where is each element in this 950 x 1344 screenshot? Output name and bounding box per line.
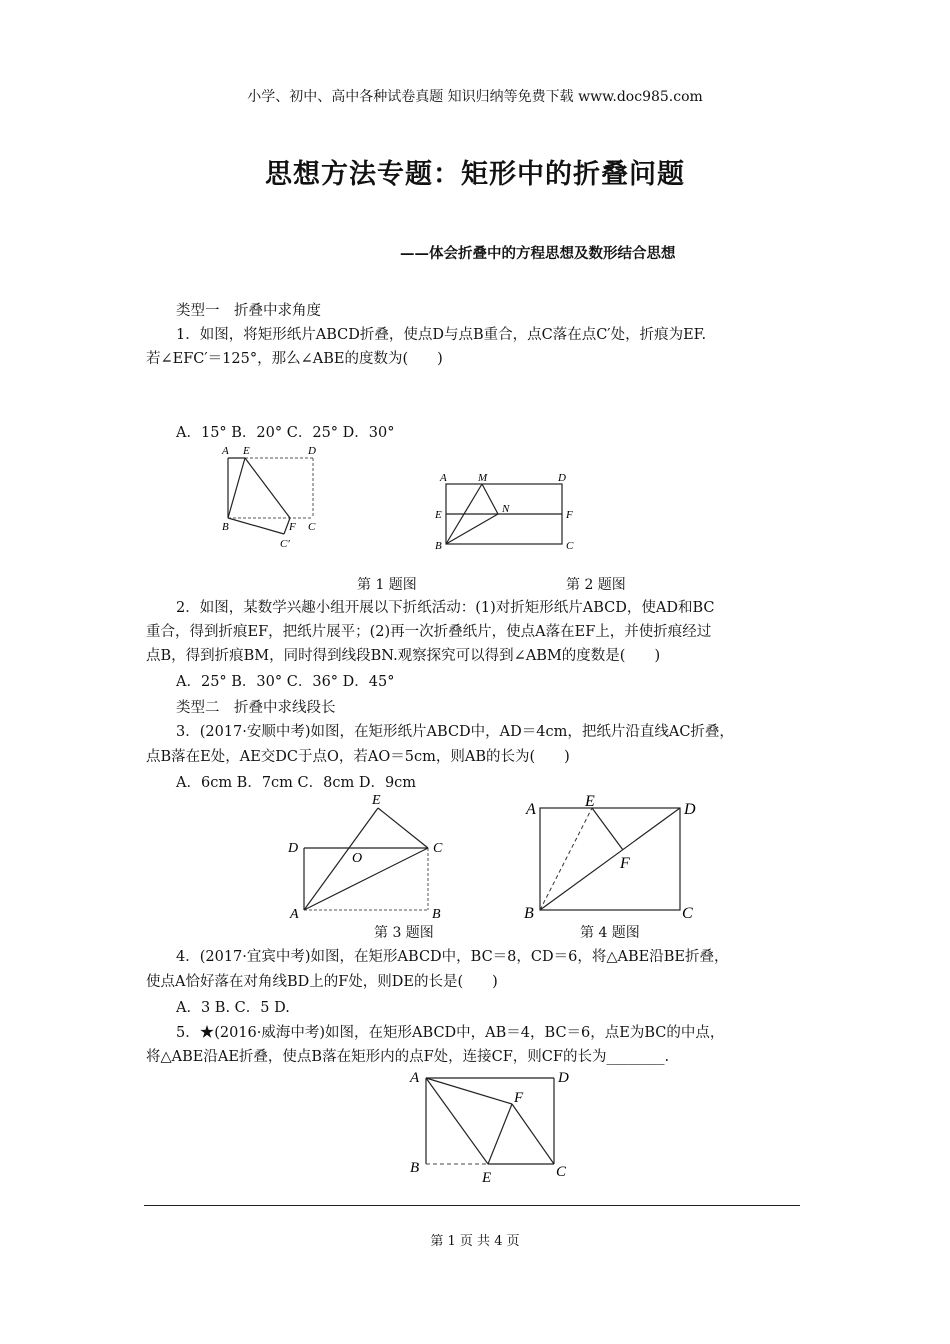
page-title: 思想方法专题：矩形中的折叠问题 xyxy=(265,159,685,190)
figure-5-diagram xyxy=(404,1062,584,1187)
figure-2-diagram xyxy=(430,466,590,556)
fig4-label-A: A xyxy=(526,801,536,818)
section-type2-heading: 类型二 折叠中求线段长 xyxy=(176,700,336,716)
fig2-label-D: D xyxy=(558,472,566,484)
figure-1-caption: 第 1 题图 xyxy=(357,577,417,593)
fig4-label-F: F xyxy=(620,855,630,872)
fig2-label-C: C xyxy=(566,540,574,552)
fig5-label-C: C xyxy=(556,1164,567,1180)
q2-options: A．25° B．30° C．36° D．45° xyxy=(176,674,395,690)
fig1-label-E: E xyxy=(243,445,250,457)
section-type1-heading: 类型一 折叠中求角度 xyxy=(176,303,321,319)
figure-2-caption: 第 2 题图 xyxy=(566,577,626,593)
page-subtitle: ——体会折叠中的方程思想及数形结合思想 xyxy=(400,245,676,262)
figure-3-diagram xyxy=(280,790,460,925)
fig3-label-O: O xyxy=(352,851,363,866)
fig4-label-D: D xyxy=(684,801,696,818)
fig1-label-Cprime: C′ xyxy=(280,538,290,550)
figure-3 xyxy=(280,790,460,929)
fig3-label-E: E xyxy=(372,793,381,808)
q3-line2: 点B落在E处，AE交DC于点O，若AO＝5cm，则AB的长为( ) xyxy=(146,749,570,765)
fig5-label-D: D xyxy=(558,1070,569,1086)
q4-options: A．3 B. C．5 D. xyxy=(176,1000,290,1016)
fig5-label-B: B xyxy=(410,1160,420,1176)
q2-line2: 重合，得到折痕EF，把纸片展平；(2)再一次折叠纸片，使点A落在EF上，并使折痕经过 xyxy=(146,624,712,640)
fig4-label-B: B xyxy=(524,905,534,922)
figure-4-diagram xyxy=(520,790,710,925)
q5-line2: 将△ABE沿AE折叠，使点B落在矩形内的点F处，连接CF，则CF的长为________. xyxy=(146,1049,670,1065)
q3-line1: 3．(2017·安顺中考)如图，在矩形纸片ABCD中，AD＝4cm，把纸片沿直线AC折叠， xyxy=(176,724,734,740)
figure-4 xyxy=(520,790,710,929)
q2-line3: 点B，得到折痕BM，同时得到线段BN.观察探究可以得到∠ABM的度数是( ) xyxy=(146,648,661,664)
fig2-label-B: B xyxy=(435,540,442,552)
figure-1 xyxy=(200,440,340,564)
fig3-label-C: C xyxy=(433,841,443,856)
fig5-label-F: F xyxy=(514,1090,524,1106)
figure-4-caption: 第 4 题图 xyxy=(580,925,640,941)
fig2-label-A: A xyxy=(440,472,447,484)
fig1-label-D: D xyxy=(308,445,316,457)
fig2-label-F: F xyxy=(566,509,573,521)
figure-1-diagram xyxy=(200,440,340,560)
figure-3-caption: 第 3 题图 xyxy=(374,925,434,941)
q4-line2: 使点A恰好落在对角线BD上的F处，则DE的长是( ) xyxy=(146,974,498,990)
fig3-label-B: B xyxy=(432,907,441,922)
q5-line1: 5．★(2016·威海中考)如图，在矩形ABCD中，AB＝4，BC＝6，点E为BC的中点， xyxy=(176,1025,725,1041)
q4-line1: 4．(2017·宜宾中考)如图，在矩形ABCD中，BC＝8，CD＝6，将△ABE沿BE折叠， xyxy=(176,949,729,965)
fig1-label-A: A xyxy=(222,445,229,457)
fig3-label-D: D xyxy=(288,841,299,856)
fig4-label-E: E xyxy=(585,793,595,810)
q2-line1: 2．如图，某数学兴趣小组开展以下折纸活动：(1)对折矩形纸片ABCD，使AD和BC xyxy=(176,600,715,616)
figure-5 xyxy=(404,1062,584,1191)
fig4-label-C: C xyxy=(682,905,693,922)
page-footer: 第 1 页 共 4 页 xyxy=(430,1234,520,1249)
q1-line2: 若∠EFC′＝125°，那么∠ABE的度数为( ) xyxy=(146,351,443,367)
fig2-label-N: N xyxy=(502,503,510,515)
page-header: 小学、初中、高中各种试卷真题 知识归纳等免费下载 www.doc985.com xyxy=(247,89,703,105)
fig5-label-E: E xyxy=(482,1170,492,1186)
fig1-label-B: B xyxy=(222,521,229,533)
fig2-label-E: E xyxy=(435,509,442,521)
figure-2 xyxy=(430,466,590,560)
fig1-label-C: C xyxy=(308,521,316,533)
q3-options: A．6cm B．7cm C．8cm D．9cm xyxy=(176,775,417,791)
footer-divider xyxy=(144,1205,800,1206)
q1-options: A．15° B．20° C．25° D．30° xyxy=(176,425,395,441)
fig5-label-A: A xyxy=(410,1070,420,1086)
fig1-label-F: F xyxy=(289,521,296,533)
fig2-label-M: M xyxy=(478,472,488,484)
fig3-label-A: A xyxy=(290,907,299,922)
q1-line1: 1．如图，将矩形纸片ABCD折叠，使点D与点B重合，点C落在点C′处，折痕为EF. xyxy=(176,327,707,343)
